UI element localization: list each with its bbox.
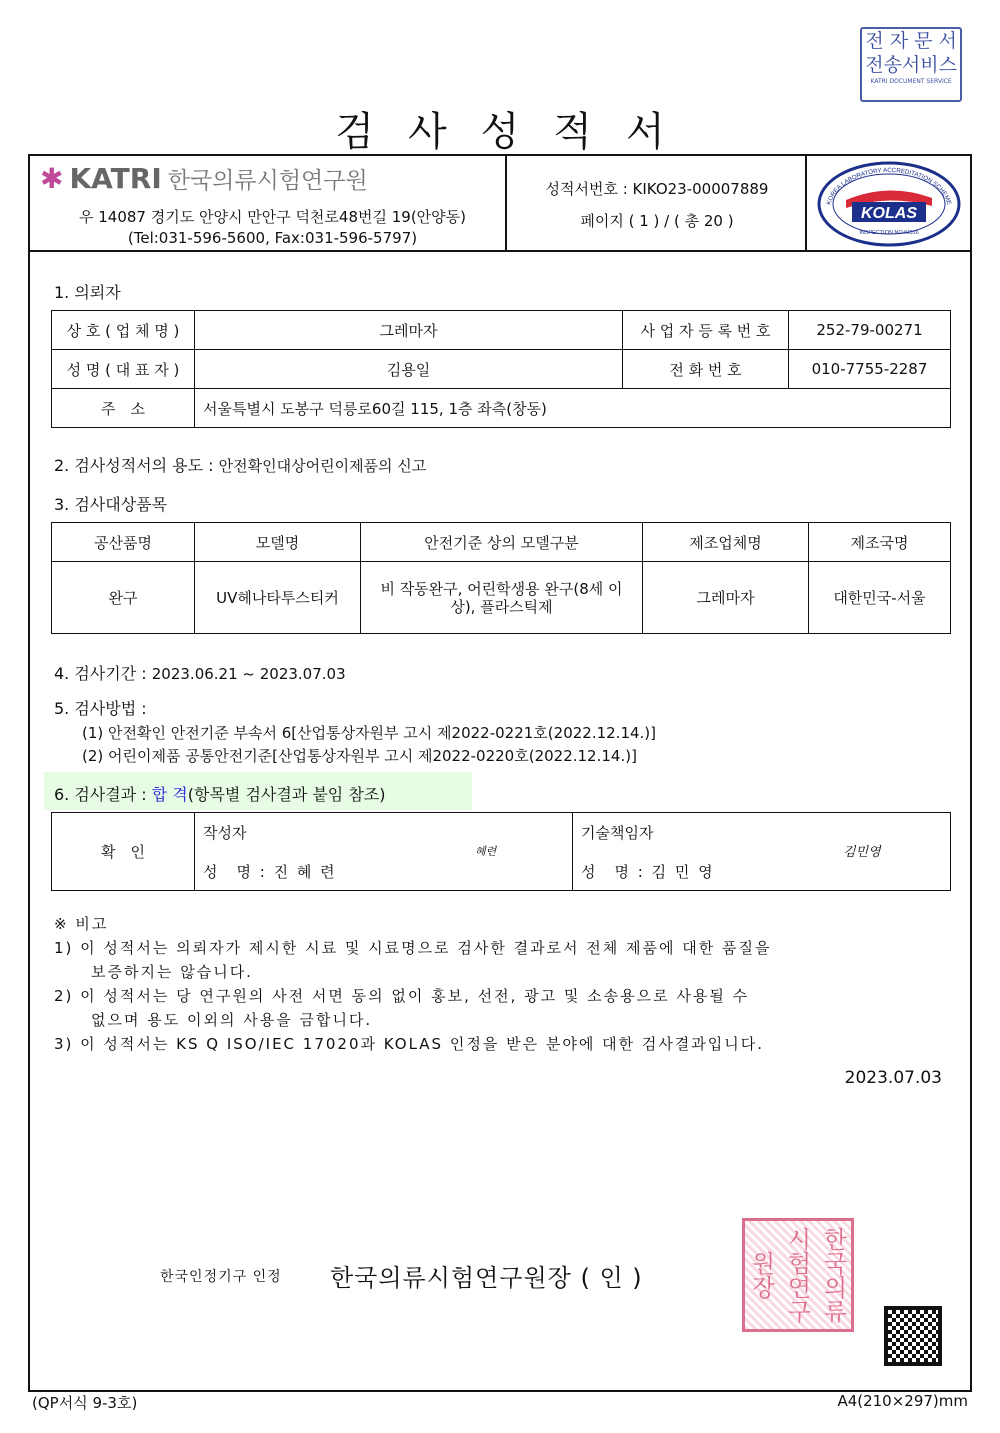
section4: 4. 검사기간 : 2023.06.21 ~ 2023.07.03 [54, 664, 346, 683]
product-table [51, 522, 951, 634]
method-item: (2) 어린이제품 공통안전기준[산업통상자원부 고시 제2022-0220호(2022.12.14.)] [82, 747, 637, 765]
section5-title: 5. 검사방법 : [54, 699, 147, 718]
method-item: (1) 안전확인 안전기준 부속서 6[산업통상자원부 고시 제2022-0221호(2022.12.14.)] [82, 724, 657, 742]
address: 우 14087 경기도 안양시 만안구 덕천로48번길 19(안양동) [78, 208, 467, 226]
client-table [51, 310, 951, 428]
electronic-document-service-badge [860, 27, 962, 102]
table-row: 확 인 작성자 성 명 : 진 혜 련 혜련 기술책임자 성 명 : 김 민 영 김민영 [52, 813, 951, 891]
section1-title: 1. 의뢰자 [54, 283, 121, 302]
qr-code[interactable] [884, 1306, 942, 1366]
kolas-inspection-number: INSPECTION NO.KI016 [859, 230, 919, 236]
contact: (Tel:031-596-5600, Fax:031-596-5797) [127, 229, 418, 247]
report-frame [28, 154, 972, 1392]
section3-title: 3. 검사대상품목 [54, 495, 168, 514]
katri-logo: ✱ KATRI 한국의류시험연구원 [40, 162, 368, 195]
official-seal: 한국의류시험연구원장 [742, 1218, 854, 1332]
kolas-ring-text: KOREA LABORATORY ACCREDITATION SCHEME [825, 166, 953, 206]
remarks: ※ 비고 1) 이 성적서는 의뢰자가 제시한 시료 및 시료명으로 검사한 결과로서 전체 제품에 대한 품질을 보증하지는 않습니다. 2) 이 성적서는 당 연구원의 사전 서면 동의 없이 홍보, 선전, 광고 및 소송용으로 사용될 수 없으며 용도 이외의 사용을 금합니다. 3) 이 성적서는 KS Q ISO/IEC 17020과 KOLAS 인정을 받은 분야에 대한 검사결과입니다. [54, 915, 772, 1053]
table-row: 성 명 ( 대 표 자 ) 김용일 전 화 번 호 010-7755-2287 [52, 350, 951, 389]
author-signature: 혜련 [475, 845, 497, 858]
kolas-logo [816, 160, 962, 248]
section2: 2. 검사성적서의 용도 : 안전확인대상어린이제품의 신고 [54, 456, 427, 475]
katri-logo-icon: ✱ [40, 162, 64, 195]
page-title: 검사성적서 [335, 109, 699, 155]
page-indicator: 페이지 ( 1 ) / ( 총 20 ) [580, 212, 734, 230]
organization-signature: 한국의류시험연구원장 ( 인 ) [330, 1264, 643, 1292]
tech-signature: 김민영 [843, 845, 881, 860]
table-row: 주 소 서울특별시 도봉구 덕릉로60길 115, 1층 좌측(창동) [52, 389, 951, 428]
issue-date: 2023.07.03 [844, 1068, 942, 1088]
badge-line1: 전 자 문 서 [865, 30, 957, 52]
section6: 6. 검사결과 : 합 격(항목별 검사결과 붙임 참조) [54, 785, 386, 804]
report-header [30, 156, 970, 252]
confirmation-table [51, 812, 951, 891]
table-row: 완구 UV헤나타투스티커 비 작동완구, 어린학생용 완구(8세 이상), 플라스틱제 그레마자 대한민국-서울 [52, 562, 951, 634]
table-row: 상 호 ( 업 체 명 ) 그레마자 사 업 자 등 록 번 호 252-79-00271 [52, 311, 951, 350]
paper-size: A4(210×297)mm [837, 1392, 968, 1410]
form-number: (QP서식 9-3호) [32, 1394, 138, 1412]
table-row: 공산품명 모델명 안전기준 상의 모델구분 제조업체명 제조국명 [52, 523, 951, 562]
badge-line3: KATRI DOCUMENT SERVICE [870, 78, 952, 85]
report-number: 성적서번호 : KIKO23-00007889 [545, 180, 769, 198]
accreditation-text: 한국인정기구 인정 [160, 1269, 282, 1285]
author-cell: 작성자 성 명 : 진 혜 련 혜련 [195, 813, 573, 891]
result-value: 합 격 [151, 785, 188, 804]
badge-line2: 전송서비스 [865, 54, 957, 76]
kolas-wordmark: KOLAS [861, 205, 917, 222]
tech-cell: 기술책임자 성 명 : 김 민 영 김민영 [573, 813, 951, 891]
